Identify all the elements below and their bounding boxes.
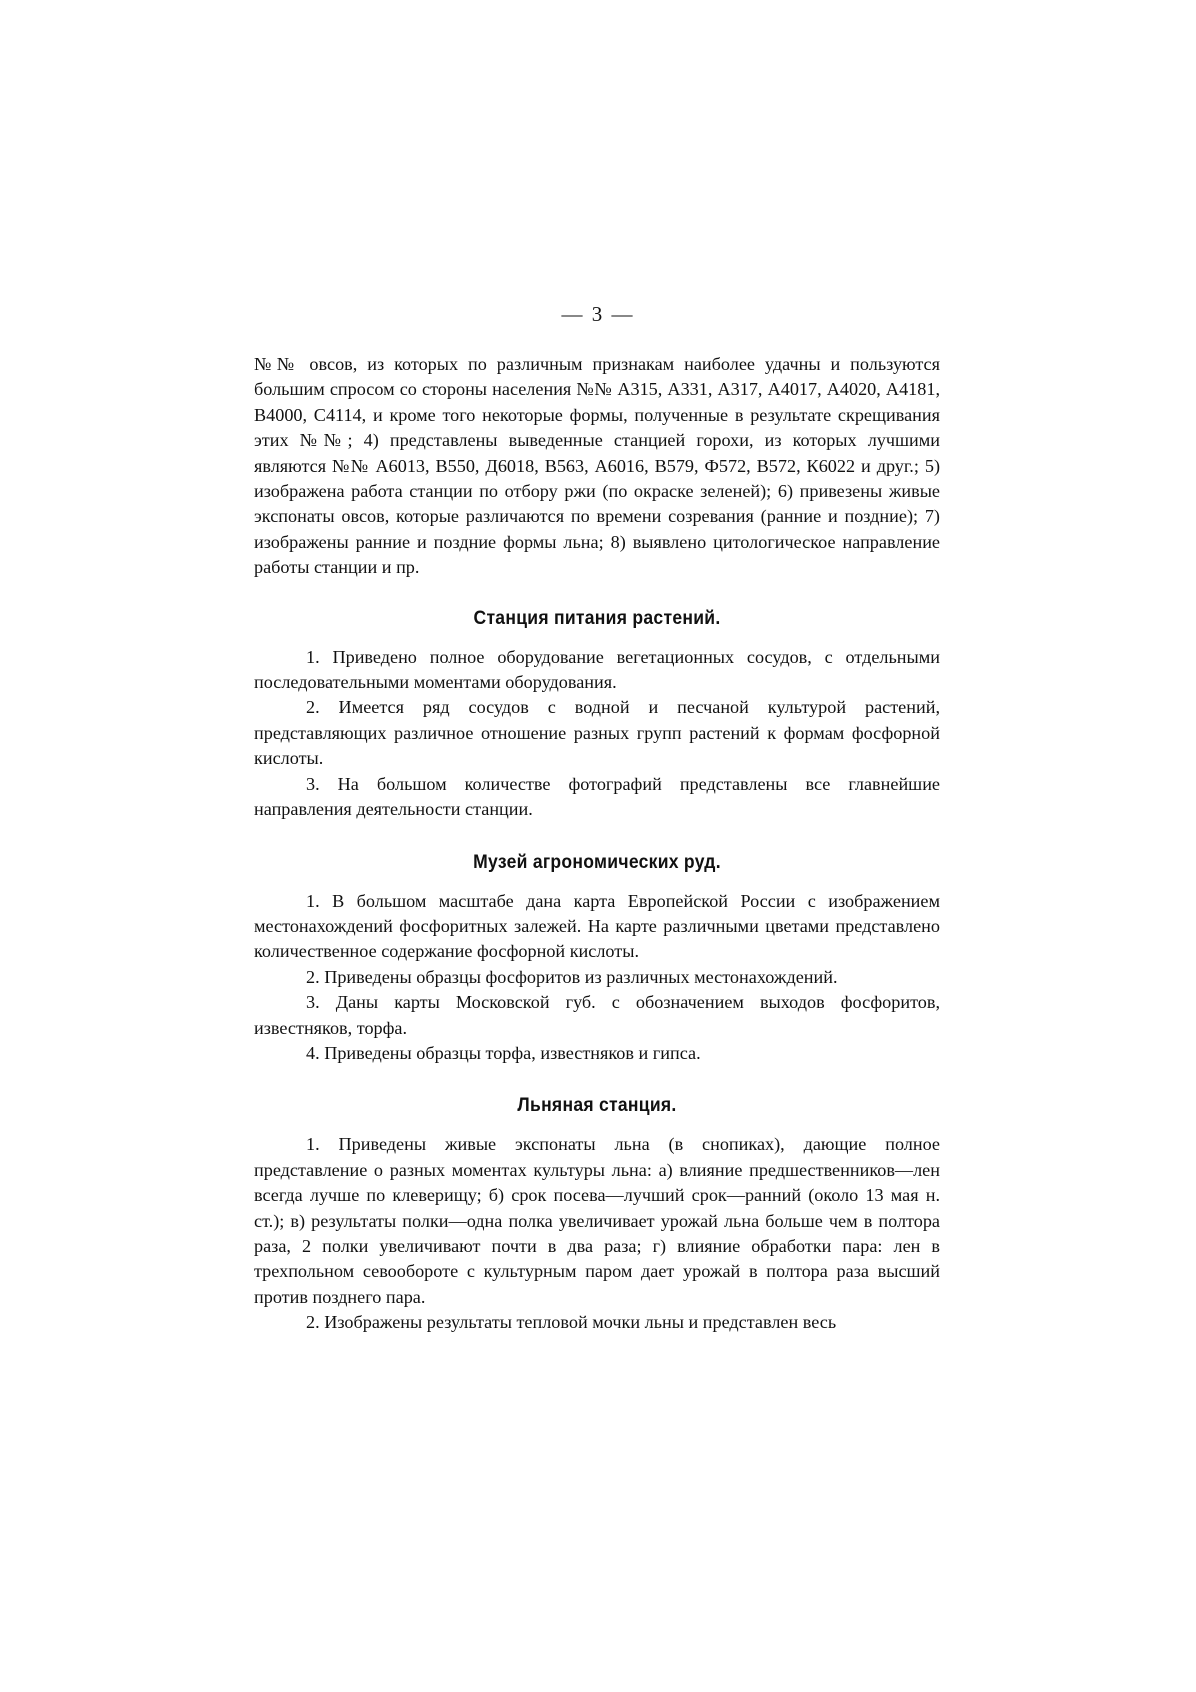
ore-museum-item-1: 1. В большом масштабе дана карта Европейской России с изображением местонахождений фосфоритных залежей. На карте различными цветами представлено количественное содержание фосфорной кислоты. xyxy=(254,890,940,962)
intro-paragraph: №№ овсов, из которых по различным признакам наиболее удачны и пользуются большим спросом со стороны населения №№ А315, А331, А317, А4017, А4020, А4181, В4000, С4114, и кроме того некоторые формы, полученные в результате скрещивания этих №№; 4) представлены выведенные станцией горохи, из которых лучшими являются №№ А6013, В550, Д6018, В563, А6016, В579, Ф572, В572, К6022 и друг.; 5) изображена работа станции по отбору ржи (по окраске зеленей); 6) привезены живые экспонаты овсов, которые различаются по времени созревания (ранние и поздние); 7) изображены ранние и поздние формы льна; 8) выявлено цитологическое направление работы станции и пр. xyxy=(254,354,940,578)
flax-station-item-2: 2. Изображены результаты тепловой мочки льны и представлен весь xyxy=(306,1312,837,1333)
ore-museum-item-2: 2. Приведены образцы фосфоритов из различных местонахождений. xyxy=(306,966,838,987)
plant-nutrition-item-2: 2. Имеется ряд сосудов с водной и песчаной культурой растений, представляющих различное отношение разных групп растений к формам фосфорной кислоты. xyxy=(254,697,940,769)
page-number: — 3 — xyxy=(561,302,635,326)
ore-museum-item-3: 3. Даны карты Московской губ. с обозначением выходов фосфоритов, известняков, торфа. xyxy=(254,992,940,1038)
section-heading-ore-museum: Музей агрономических руд. xyxy=(473,850,721,873)
document-body xyxy=(254,352,940,1336)
section-heading-plant-nutrition: Станция питания растений. xyxy=(473,606,721,629)
flax-station-item-1: 1. Приведены живые экспонаты льна (в снопиках), дающие полное представление о разных моментах культуры льна: а) влияние предшественников—лен всегда лучше по клеверищу; б) срок посева—лучший срок—ранний (около 13 мая н. ст.); в) результаты полки—одна полка увеличивает урожай льна больше чем в полтора раза, 2 полки увеличивают почти в два раза; г) влияние обработки пара: лен в трехпольном севообороте с культурным паром дает урожай в полтора раза высший против позднего пара. xyxy=(254,1134,940,1307)
ore-museum-item-4: 4. Приведены образцы торфа, известняков и гипса. xyxy=(306,1042,701,1063)
section-heading-flax-station: Льняная станция. xyxy=(517,1094,677,1117)
plant-nutrition-item-1: 1. Приведено полное оборудование вегетационных сосудов, с отдельными последовательными моментами оборудования. xyxy=(254,646,940,693)
plant-nutrition-item-3: 3. На большом количестве фотографий представлены все главнейшие направления деятельности станции. xyxy=(254,773,940,820)
